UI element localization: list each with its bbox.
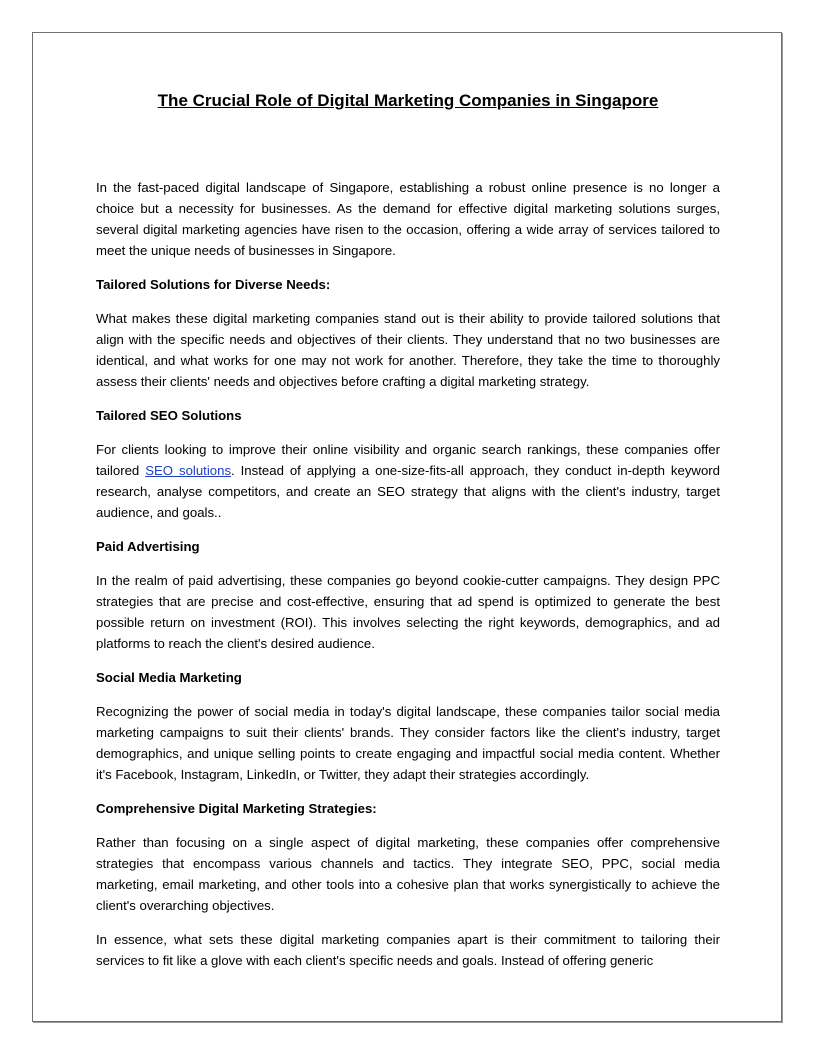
- section-heading-paid-advertising: Paid Advertising: [96, 539, 200, 554]
- intro-paragraph: In the fast-paced digital landscape of Singapore, establishing a robust online presence is no longer a choice but a necessity for businesses. As the demand for effective digital marketing solutions surges, several digital marketing agencies have risen to the occasion, offering a wide array of services tailored to meet the unique needs of businesses in Singapore.: [96, 180, 720, 258]
- seo-solutions-link[interactable]: SEO solutions: [145, 463, 232, 478]
- intro-section: [96, 177, 720, 261]
- section-body-comprehensive: Rather than focusing on a single aspect of digital marketing, these companies offer comprehensive strategies that encompass various channels and tactics. They integrate SEO, PPC, social media marketing, email marketing, and other tools into a cohesive plan that works synergistically to achieve the client's overarching objectives.: [96, 835, 720, 913]
- closing-paragraph: In essence, what sets these digital marketing companies apart is their commitment to tailoring their services to fit like a glove with each client's specific needs and goals. Instead of offering generic: [96, 932, 720, 968]
- section-heading-social-media: Social Media Marketing: [96, 670, 242, 685]
- document-title: The Crucial Role of Digital Marketing Companies in Singapore: [157, 91, 659, 110]
- section-heading-comprehensive: Comprehensive Digital Marketing Strategies:: [96, 801, 377, 816]
- section-heading-tailored-solutions: Tailored Solutions for Diverse Needs:: [96, 277, 331, 292]
- section-heading-seo: Tailored SEO Solutions: [96, 408, 242, 423]
- section-body-paid-advertising: In the realm of paid advertising, these companies go beyond cookie-cutter campaigns. They design PPC strategies that are precise and cost-effective, ensuring that ad spend is optimized to generate the best possible return on investment (ROI). This involves selecting the right keywords, demographics, and ad platforms to reach the client's desired audience.: [96, 573, 720, 651]
- section-body-seo: [96, 439, 720, 523]
- section-body-tailored-solutions: What makes these digital marketing companies stand out is their ability to provide tailored solutions that align with the specific needs and objectives of their clients. They understand that no two businesses are identical, and what works for one may not work for another. Therefore, they take the time to thoroughly assess their clients' needs and objectives before crafting a digital marketing strategy.: [96, 311, 720, 389]
- seo-text-after-link: . Instead of applying a one-size-fits-all approach, they conduct in-depth keyword research, analyse competitors, and create an SEO strategy that aligns with the client's industry, target audience, and goals..: [96, 463, 721, 520]
- seo-text-before-link: For clients looking to improve their online visibility and organic search rankings, these companies offer tailored: [96, 442, 720, 478]
- section-body-social-media: Recognizing the power of social media in today's digital landscape, these companies tailor social media marketing campaigns to suit their clients' brands. They consider factors like the client's industry, target demographics, and unique selling points to create engaging and impactful social media content. Whether it's Facebook, Instagram, LinkedIn, or Twitter, they adapt their strategies accordingly.: [96, 704, 720, 782]
- document-content: [96, 90, 720, 984]
